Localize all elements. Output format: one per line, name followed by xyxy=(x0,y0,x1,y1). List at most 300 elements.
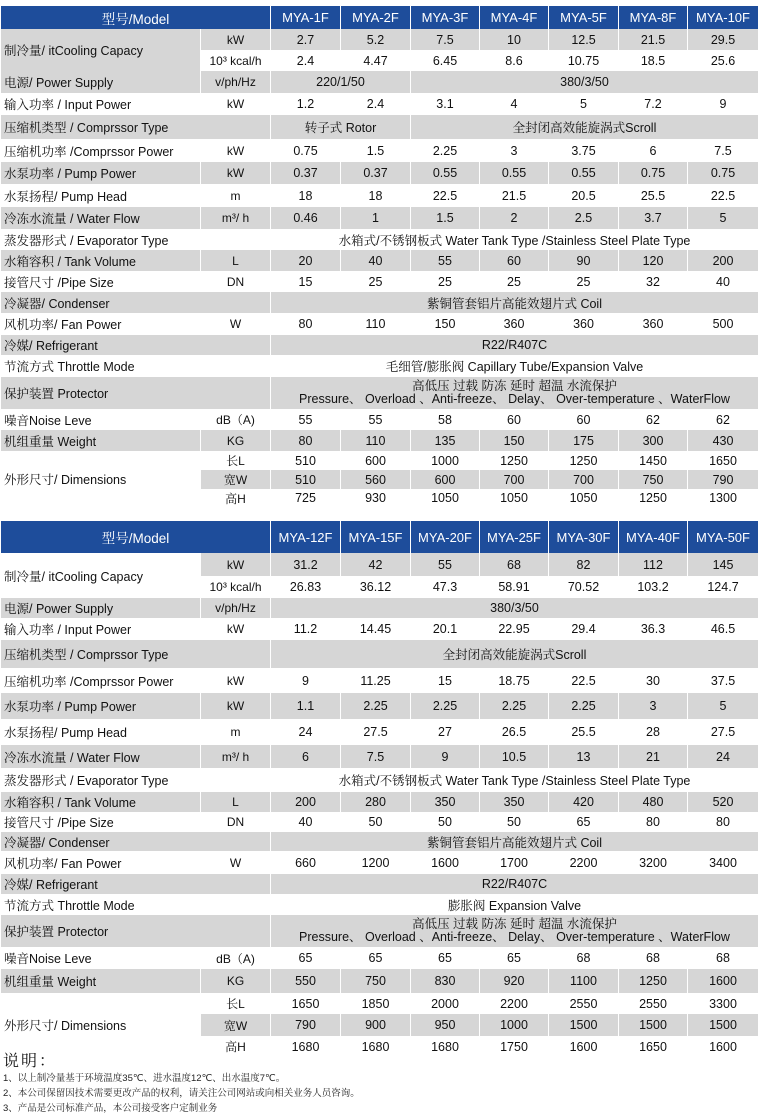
value-cell: 830 xyxy=(411,969,480,993)
value-cell: 145 xyxy=(688,553,758,576)
unit-cell: kW xyxy=(201,139,271,162)
unit-cell: W xyxy=(201,851,271,874)
merged-value-cell xyxy=(271,377,758,409)
unit-cell: m xyxy=(201,719,271,745)
power-supply-row xyxy=(1,598,758,618)
value-cell: 0.37 xyxy=(271,162,341,184)
value-cell: 3 xyxy=(480,139,549,162)
value-cell: 13 xyxy=(549,745,619,768)
power-supply-row xyxy=(1,71,758,93)
value-cell: 37.5 xyxy=(688,668,758,693)
unit-cell: kW xyxy=(201,29,271,50)
tank-volume-row xyxy=(1,792,758,812)
unit-cell: KG xyxy=(201,969,271,993)
unit-cell: L xyxy=(201,250,271,271)
value-cell: 110 xyxy=(341,430,411,451)
refrigerant-row xyxy=(1,874,758,894)
row-label-refrigerant: 冷媒/ Refrigerant xyxy=(1,335,271,355)
value-cell: 9 xyxy=(411,745,480,768)
row-label-fan-power: 风机功率/ Fan Power xyxy=(1,313,201,335)
merged-value-cell: 全封闭高效能旋涡式Scroll xyxy=(271,640,758,668)
unit-cell: 10³ kcal/h xyxy=(201,50,271,71)
value-cell: 4.47 xyxy=(341,50,411,71)
value-cell: 5 xyxy=(688,693,758,719)
dim-l-row xyxy=(1,993,758,1014)
row-label-dimensions: 外形尺寸/ Dimensions xyxy=(1,993,201,1057)
row-label-evaporator: 蒸发器形式 / Evaporator Type xyxy=(1,768,271,792)
row-label-fan-power: 风机功率/ Fan Power xyxy=(1,851,201,874)
value-cell: 18.5 xyxy=(619,50,688,71)
value-cell: 50 xyxy=(480,812,549,832)
unit-cell: kW xyxy=(201,553,271,576)
value-cell: 68 xyxy=(549,947,619,969)
value-cell: 1850 xyxy=(341,993,411,1014)
value-cell: 920 xyxy=(480,969,549,993)
model-name: MYA-15F xyxy=(341,521,411,553)
value-cell: 24 xyxy=(271,719,341,745)
merged-value-cell: 水箱式/不锈钢板式 Water Tank Type /Stainless Steel Plate Type xyxy=(271,768,758,792)
row-label-power-supply: 电源/ Power Supply xyxy=(1,71,201,93)
value-cell: 5.2 xyxy=(341,29,411,50)
value-cell: 1250 xyxy=(619,489,688,507)
merged-value-cell: 毛细管/膨胀阀 Capillary Tube/Expansion Valve xyxy=(271,355,758,377)
value-cell: 7.5 xyxy=(341,745,411,768)
value-cell: 1050 xyxy=(480,489,549,507)
value-cell: 0.55 xyxy=(549,162,619,184)
value-cell: 50 xyxy=(341,812,411,832)
value-cell: 1300 xyxy=(688,489,758,507)
value-cell: 3200 xyxy=(619,851,688,874)
value-cell: 1.5 xyxy=(411,207,480,229)
value-cell: 510 xyxy=(271,451,341,470)
value-cell: 3400 xyxy=(688,851,758,874)
value-cell: 1500 xyxy=(549,1014,619,1036)
throttle-row xyxy=(1,894,758,915)
note-line: 3、产品是公司标准产品，本公司接受客户定制业务 xyxy=(3,1103,218,1114)
compressor-power-row xyxy=(1,139,758,162)
value-cell: 2.7 xyxy=(271,29,341,50)
value-cell: 930 xyxy=(341,489,411,507)
unit-cell: v/ph/Hz xyxy=(201,598,271,618)
note-line: 2、本公司保留因技术需要更改产品的权利，请关注公司网站或向相关业务人员咨询。 xyxy=(3,1088,360,1099)
value-cell: 40 xyxy=(688,271,758,292)
row-label-noise: 噪音Noise Leve xyxy=(1,409,201,430)
value-cell: 1680 xyxy=(341,1036,411,1057)
model-name: MYA-3F xyxy=(411,6,480,29)
value-cell: 26.83 xyxy=(271,576,341,598)
evaporator-row xyxy=(1,768,758,792)
value-cell: 150 xyxy=(480,430,549,451)
merged-value-cell: 全封闭高效能旋涡式Scroll xyxy=(411,115,758,139)
merged-value-cell: 380/3/50 xyxy=(271,598,758,618)
merged-value-cell: R22/R407C xyxy=(271,335,758,355)
row-label-pipe-size: 接管尺寸 /Pipe Size xyxy=(1,271,201,292)
value-cell: 2200 xyxy=(549,851,619,874)
value-cell: 950 xyxy=(411,1014,480,1036)
unit-cell: kW xyxy=(201,693,271,719)
value-cell: 1250 xyxy=(619,969,688,993)
value-cell: 2550 xyxy=(549,993,619,1014)
noise-row xyxy=(1,409,758,430)
unit-cell: 宽W xyxy=(201,1014,271,1036)
notes-section xyxy=(3,1053,743,1116)
value-cell: 58 xyxy=(411,409,480,430)
value-cell: 200 xyxy=(688,250,758,271)
value-cell: 1050 xyxy=(411,489,480,507)
header-row xyxy=(1,521,758,553)
value-cell: 1.1 xyxy=(271,693,341,719)
weight-row xyxy=(1,430,758,451)
value-cell: 2550 xyxy=(619,993,688,1014)
value-cell: 3 xyxy=(619,693,688,719)
row-label-pump-head: 水泵扬程/ Pump Head xyxy=(1,719,201,745)
value-cell: 1650 xyxy=(271,993,341,1014)
unit-cell: dB（A) xyxy=(201,409,271,430)
value-cell: 58.91 xyxy=(480,576,549,598)
value-cell: 0.75 xyxy=(271,139,341,162)
model-header: 型号/Model xyxy=(1,521,271,553)
value-cell: 26.5 xyxy=(480,719,549,745)
value-cell: 550 xyxy=(271,969,341,993)
value-cell: 25 xyxy=(549,271,619,292)
row-label-compressor-power: 压缩机功率 /Comprssor Power xyxy=(1,668,201,693)
row-label-compressor-power: 压缩机功率 /Comprssor Power xyxy=(1,139,201,162)
model-name: MYA-8F xyxy=(619,6,688,29)
value-cell: 2.25 xyxy=(549,693,619,719)
value-cell: 25.5 xyxy=(549,719,619,745)
merged-value-cell: 220/1/50 xyxy=(271,71,411,93)
unit-cell: 高H xyxy=(201,489,271,507)
value-cell: 5 xyxy=(688,207,758,229)
value-cell: 60 xyxy=(480,250,549,271)
value-cell: 1000 xyxy=(411,451,480,470)
value-cell: 1750 xyxy=(480,1036,549,1057)
value-cell: 135 xyxy=(411,430,480,451)
model-name: MYA-4F xyxy=(480,6,549,29)
value-cell: 2.25 xyxy=(480,693,549,719)
protector-row xyxy=(1,915,758,947)
row-label-pump-power: 水泵功率 / Pump Power xyxy=(1,693,201,719)
protector-row xyxy=(1,377,758,409)
value-cell: 10.5 xyxy=(480,745,549,768)
merged-value-cell: 紫铜管套铝片高能效翅片式 Coil xyxy=(271,832,758,851)
value-cell: 18.75 xyxy=(480,668,549,693)
value-cell: 1600 xyxy=(688,969,758,993)
value-cell: 82 xyxy=(549,553,619,576)
value-cell: 27.5 xyxy=(688,719,758,745)
compressor-power-row xyxy=(1,668,758,693)
row-label-pump-head: 水泵扬程/ Pump Head xyxy=(1,184,201,207)
unit-cell: kW xyxy=(201,162,271,184)
value-cell: 0.75 xyxy=(688,162,758,184)
value-cell: 1600 xyxy=(411,851,480,874)
value-cell: 300 xyxy=(619,430,688,451)
value-cell: 25.6 xyxy=(688,50,758,71)
row-label-compressor-type: 压缩机类型 / Comprssor Type xyxy=(1,640,271,668)
water-flow-row xyxy=(1,207,758,229)
value-cell: 12.5 xyxy=(549,29,619,50)
model-name: MYA-40F xyxy=(619,521,688,553)
value-cell: 3.7 xyxy=(619,207,688,229)
merged-value-cell: 转子式 Rotor xyxy=(271,115,411,139)
value-cell: 7.5 xyxy=(411,29,480,50)
model-name: MYA-1F xyxy=(271,6,341,29)
model-name: MYA-12F xyxy=(271,521,341,553)
value-cell: 11.2 xyxy=(271,618,341,640)
pump-head-row xyxy=(1,184,758,207)
value-cell: 0.55 xyxy=(480,162,549,184)
refrigerant-row xyxy=(1,335,758,355)
unit-cell: 长L xyxy=(201,993,271,1014)
value-cell: 42 xyxy=(341,553,411,576)
unit-cell: dB（A) xyxy=(201,947,271,969)
row-label-dimensions: 外形尺寸/ Dimensions xyxy=(1,451,201,507)
value-cell: 124.7 xyxy=(688,576,758,598)
value-cell: 15 xyxy=(271,271,341,292)
value-cell: 112 xyxy=(619,553,688,576)
condenser-row xyxy=(1,292,758,313)
value-cell: 65 xyxy=(271,947,341,969)
value-cell: 0.55 xyxy=(411,162,480,184)
value-cell: 790 xyxy=(688,470,758,489)
value-cell: 9 xyxy=(688,93,758,115)
merged-value-cell: 紫铜管套铝片高能效翅片式 Coil xyxy=(271,292,758,313)
row-label-input-power: 输入功率 / Input Power xyxy=(1,93,201,115)
noise-row xyxy=(1,947,758,969)
row-label-refrigerant: 冷媒/ Refrigerant xyxy=(1,874,271,894)
value-cell: 25 xyxy=(480,271,549,292)
protector-en-text: Pressure、 Overload 、Anti-freeze、 Delay、 Over-temperature 、WaterFlow xyxy=(299,930,730,944)
unit-cell: 宽W xyxy=(201,470,271,489)
pump-power-row xyxy=(1,162,758,184)
value-cell: 1.5 xyxy=(341,139,411,162)
value-cell: 70.52 xyxy=(549,576,619,598)
value-cell: 22.5 xyxy=(549,668,619,693)
value-cell: 360 xyxy=(549,313,619,335)
value-cell: 55 xyxy=(411,553,480,576)
value-cell: 36.3 xyxy=(619,618,688,640)
value-cell: 2.25 xyxy=(411,693,480,719)
value-cell: 1700 xyxy=(480,851,549,874)
value-cell: 0.46 xyxy=(271,207,341,229)
value-cell: 700 xyxy=(549,470,619,489)
value-cell: 120 xyxy=(619,250,688,271)
cooling-kw-row xyxy=(1,29,758,50)
value-cell: 6.45 xyxy=(411,50,480,71)
value-cell: 700 xyxy=(480,470,549,489)
value-cell: 2.25 xyxy=(341,693,411,719)
input-power-row xyxy=(1,618,758,640)
weight-row xyxy=(1,969,758,993)
pump-power-row xyxy=(1,693,758,719)
merged-value-cell: 膨胀阀 Expansion Valve xyxy=(271,894,758,915)
value-cell: 29.4 xyxy=(549,618,619,640)
merged-value-cell xyxy=(271,915,758,947)
value-cell: 32 xyxy=(619,271,688,292)
value-cell: 1 xyxy=(341,207,411,229)
value-cell: 1250 xyxy=(480,451,549,470)
value-cell: 1600 xyxy=(549,1036,619,1057)
row-label-pump-power: 水泵功率 / Pump Power xyxy=(1,162,201,184)
condenser-row xyxy=(1,832,758,851)
value-cell: 3.1 xyxy=(411,93,480,115)
value-cell: 2.5 xyxy=(549,207,619,229)
unit-cell: kW xyxy=(201,93,271,115)
header-row xyxy=(1,6,758,29)
row-label-cooling: 制冷量/ itCooling Capacy xyxy=(1,29,201,71)
value-cell: 27.5 xyxy=(341,719,411,745)
value-cell: 30 xyxy=(619,668,688,693)
value-cell: 360 xyxy=(619,313,688,335)
value-cell: 80 xyxy=(619,812,688,832)
value-cell: 600 xyxy=(411,470,480,489)
model-name: MYA-25F xyxy=(480,521,549,553)
dim-l-row xyxy=(1,451,758,470)
unit-cell: 10³ kcal/h xyxy=(201,576,271,598)
value-cell: 200 xyxy=(271,792,341,812)
value-cell: 5 xyxy=(549,93,619,115)
value-cell: 21.5 xyxy=(619,29,688,50)
value-cell: 103.2 xyxy=(619,576,688,598)
fan-power-row xyxy=(1,851,758,874)
row-label-protector: 保护装置 Protector xyxy=(1,377,271,409)
evaporator-row xyxy=(1,229,758,250)
value-cell: 3300 xyxy=(688,993,758,1014)
value-cell: 1680 xyxy=(271,1036,341,1057)
value-cell: 350 xyxy=(411,792,480,812)
value-cell: 55 xyxy=(271,409,341,430)
value-cell: 150 xyxy=(411,313,480,335)
row-label-power-supply: 电源/ Power Supply xyxy=(1,598,201,618)
value-cell: 60 xyxy=(480,409,549,430)
row-label-water-flow: 冷冻水流量 / Water Flow xyxy=(1,745,201,768)
value-cell: 2.4 xyxy=(341,93,411,115)
model-name: MYA-20F xyxy=(411,521,480,553)
value-cell: 25 xyxy=(341,271,411,292)
value-cell: 11.25 xyxy=(341,668,411,693)
value-cell: 10.75 xyxy=(549,50,619,71)
row-label-tank-volume: 水箱容积 / Tank Volume xyxy=(1,792,201,812)
value-cell: 7.5 xyxy=(688,139,758,162)
spec-table-1 xyxy=(0,6,758,507)
value-cell: 1500 xyxy=(619,1014,688,1036)
value-cell: 18 xyxy=(271,184,341,207)
value-cell: 25.5 xyxy=(619,184,688,207)
value-cell: 22.95 xyxy=(480,618,549,640)
spec-table-2 xyxy=(0,521,758,1057)
pipe-size-row xyxy=(1,812,758,832)
value-cell: 9 xyxy=(271,668,341,693)
value-cell: 500 xyxy=(688,313,758,335)
row-label-input-power: 输入功率 / Input Power xyxy=(1,618,201,640)
value-cell: 90 xyxy=(549,250,619,271)
value-cell: 420 xyxy=(549,792,619,812)
model-name: MYA-10F xyxy=(688,6,758,29)
value-cell: 62 xyxy=(619,409,688,430)
value-cell: 14.45 xyxy=(341,618,411,640)
model-header: 型号/Model xyxy=(1,6,271,29)
value-cell: 7.2 xyxy=(619,93,688,115)
unit-cell: m xyxy=(201,184,271,207)
value-cell: 65 xyxy=(480,947,549,969)
tank-volume-row xyxy=(1,250,758,271)
value-cell: 40 xyxy=(271,812,341,832)
value-cell: 55 xyxy=(341,409,411,430)
value-cell: 18 xyxy=(341,184,411,207)
value-cell: 8.6 xyxy=(480,50,549,71)
value-cell: 22.5 xyxy=(688,184,758,207)
value-cell: 20.1 xyxy=(411,618,480,640)
value-cell: 2000 xyxy=(411,993,480,1014)
value-cell: 31.2 xyxy=(271,553,341,576)
model-name: MYA-50F xyxy=(688,521,758,553)
unit-cell: W xyxy=(201,313,271,335)
row-label-weight: 机组重量 Weight xyxy=(1,969,201,993)
value-cell: 2200 xyxy=(480,993,549,1014)
value-cell: 68 xyxy=(480,553,549,576)
value-cell: 900 xyxy=(341,1014,411,1036)
value-cell: 50 xyxy=(411,812,480,832)
value-cell: 65 xyxy=(411,947,480,969)
value-cell: 1000 xyxy=(480,1014,549,1036)
value-cell: 1050 xyxy=(549,489,619,507)
merged-value-cell: 水箱式/不锈钢板式 Water Tank Type /Stainless Steel Plate Type xyxy=(271,229,758,250)
value-cell: 750 xyxy=(341,969,411,993)
value-cell: 15 xyxy=(411,668,480,693)
value-cell: 1.2 xyxy=(271,93,341,115)
value-cell: 24 xyxy=(688,745,758,768)
value-cell: 65 xyxy=(341,947,411,969)
notes-title: 说明： xyxy=(3,1053,58,1070)
value-cell: 68 xyxy=(619,947,688,969)
merged-value-cell: R22/R407C xyxy=(271,874,758,894)
value-cell: 80 xyxy=(271,313,341,335)
row-label-protector: 保护装置 Protector xyxy=(1,915,271,947)
value-cell: 80 xyxy=(271,430,341,451)
row-label-weight: 机组重量 Weight xyxy=(1,430,201,451)
protector-cn-text: 高低压 过载 防冻 延时 超温 水流保护 xyxy=(412,917,617,931)
value-cell: 790 xyxy=(271,1014,341,1036)
unit-cell: m³/ h xyxy=(201,745,271,768)
value-cell: 1450 xyxy=(619,451,688,470)
value-cell: 20.5 xyxy=(549,184,619,207)
throttle-row xyxy=(1,355,758,377)
model-name: MYA-2F xyxy=(341,6,411,29)
value-cell: 1600 xyxy=(688,1036,758,1057)
row-label-throttle: 节流方式 Throttle Mode xyxy=(1,894,271,915)
value-cell: 20 xyxy=(271,250,341,271)
value-cell: 47.3 xyxy=(411,576,480,598)
unit-cell: L xyxy=(201,792,271,812)
compressor-type-row xyxy=(1,640,758,668)
value-cell: 36.12 xyxy=(341,576,411,598)
value-cell: 280 xyxy=(341,792,411,812)
value-cell: 65 xyxy=(549,812,619,832)
value-cell: 29.5 xyxy=(688,29,758,50)
compressor-type-row xyxy=(1,115,758,139)
row-label-water-flow: 冷冻水流量 / Water Flow xyxy=(1,207,201,229)
value-cell: 175 xyxy=(549,430,619,451)
fan-power-row xyxy=(1,313,758,335)
unit-cell: kW xyxy=(201,668,271,693)
value-cell: 21.5 xyxy=(480,184,549,207)
unit-cell: KG xyxy=(201,430,271,451)
value-cell: 480 xyxy=(619,792,688,812)
value-cell: 750 xyxy=(619,470,688,489)
protector-en-text: Pressure、 Overload 、Anti-freeze、 Delay、 Over-temperature 、WaterFlow xyxy=(299,392,730,406)
value-cell: 360 xyxy=(480,313,549,335)
value-cell: 0.37 xyxy=(341,162,411,184)
